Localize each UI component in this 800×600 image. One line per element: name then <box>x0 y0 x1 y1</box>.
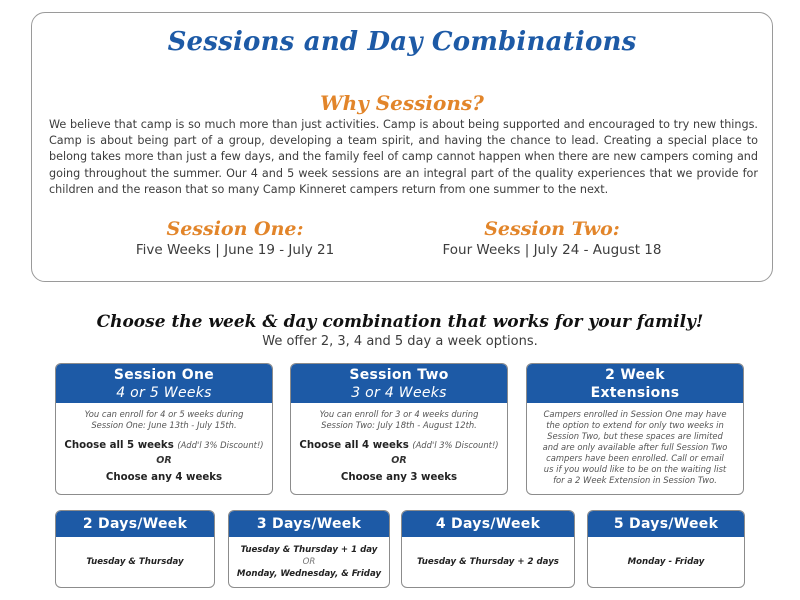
option-choice-a-label: Choose all 5 weeks <box>64 440 174 451</box>
option-or-label: OR <box>391 455 407 466</box>
option-or-label: OR <box>156 455 172 466</box>
option-card-subtitle: Extensions <box>590 385 680 401</box>
option-card-title: Session One <box>113 367 215 383</box>
option-card-title: 2 Week <box>605 367 665 383</box>
day-card-or-label: OR <box>302 557 316 567</box>
day-card-title: 4 Days/Week <box>402 511 574 537</box>
four-days-card <box>401 510 575 588</box>
option-card-header <box>527 364 743 403</box>
why-sessions-heading: Why Sessions? <box>320 91 484 115</box>
option-card-title: Session Two <box>349 367 449 383</box>
option-choice-b: Choose any 3 weeks <box>340 472 458 483</box>
day-card-schedule: Monday - Friday <box>627 557 705 567</box>
day-card-title: 5 Days/Week <box>588 511 744 537</box>
option-card-subtitle: 3 or 4 Weeks <box>351 385 447 401</box>
day-card-schedule: Tuesday & Thursday + 1 day <box>240 545 378 555</box>
option-card-note: You can enroll for 3 or 4 weeks during Session Two: July 18th - August 12th. <box>319 409 479 430</box>
option-choice-a-discount: (Add'l 3% Discount!) <box>412 440 499 450</box>
option-choice-a-discount: (Add'l 3% Discount!) <box>177 440 264 450</box>
session-two-dates: Four Weeks | July 24 - August 18 <box>442 242 662 258</box>
day-card-body <box>588 537 744 587</box>
day-card-body <box>56 537 214 587</box>
option-choice-a <box>291 439 507 452</box>
option-card-note: You can enroll for 4 or 5 weeks during Session One: June 13th - July 15th. <box>84 409 244 430</box>
session-one-heading: Session One: <box>166 218 304 240</box>
session-one-dates: Five Weeks | June 19 - July 21 <box>135 242 335 258</box>
option-card-note: Campers enrolled in Session One may have the option to extend for only two weeks in Session Two, but these spaces are limited and are only available after full Session Two campers have been enrolled. Call or email us if you would like to be on the waiting list for a 2 Week Extension in Session Two. <box>542 409 728 485</box>
option-card-header <box>291 364 507 403</box>
why-sessions-text: We believe that camp is so much more than just activities. Camp is about being supported and encouraged to try new things. Camp is about being part of a group, developing a team spirit, and having the chance to lead. Creating a special place to belong takes more than just a few days, and the family feel of camp cannot happen when there are new campers coming and going throughout the summer. Our 4 and 5 week sessions are an integral part of the quality experiences that we provide for children and the reason that so many Camp Kinneret campers return from one summer to the next. <box>49 118 758 196</box>
day-card-title: 3 Days/Week <box>229 511 389 537</box>
day-card-body <box>402 537 574 587</box>
option-choice-a <box>56 439 272 452</box>
day-card-schedule: Tuesday & Thursday + 2 days <box>417 557 559 567</box>
session-two-option-card <box>290 363 508 495</box>
page-title: Sessions and Day Combinations <box>167 27 637 57</box>
five-days-card <box>587 510 745 588</box>
day-card-schedule-alt: Monday, Wednesday, & Friday <box>236 569 382 579</box>
session-two-heading: Session Two: <box>484 218 620 240</box>
session-one-summary <box>85 217 385 258</box>
option-choice-a-label: Choose all 4 weeks <box>299 440 409 451</box>
option-card-header <box>56 364 272 403</box>
intro-card <box>31 12 773 282</box>
option-choice-b: Choose any 4 weeks <box>105 472 223 483</box>
option-card-subtitle: 4 or 5 Weeks <box>116 385 212 401</box>
session-two-summary <box>402 217 702 258</box>
choose-heading: Choose the week & day combination that works for your family! <box>96 312 704 332</box>
day-card-title: 2 Days/Week <box>56 511 214 537</box>
extension-option-card <box>526 363 744 495</box>
two-days-card <box>55 510 215 588</box>
day-card-schedule: Tuesday & Thursday <box>86 557 184 567</box>
day-card-body <box>229 537 389 587</box>
choose-subheading: We offer 2, 3, 4 and 5 day a week options. <box>262 334 538 349</box>
session-one-option-card <box>55 363 273 495</box>
three-days-card <box>228 510 390 588</box>
